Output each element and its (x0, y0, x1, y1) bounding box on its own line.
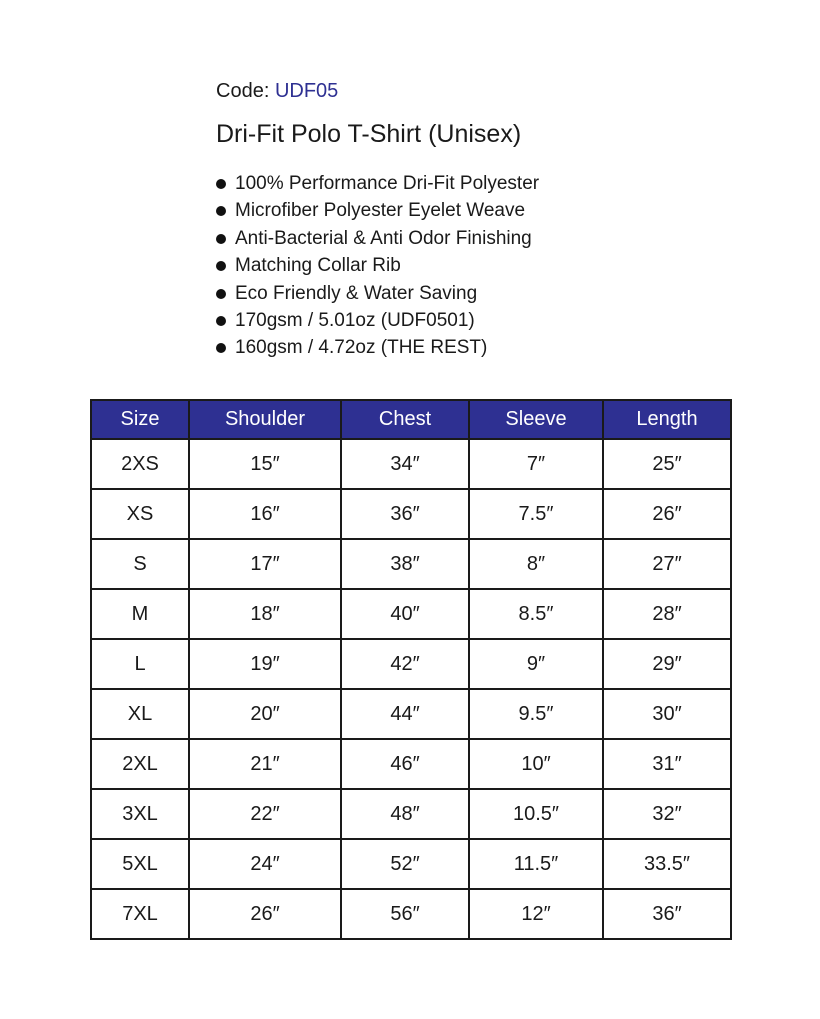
cell-shoulder: 15″ (189, 439, 341, 489)
cell-size: M (91, 589, 189, 639)
bullet-icon (216, 206, 226, 216)
cell-size: XS (91, 489, 189, 539)
bullet-icon (216, 343, 226, 353)
cell-size: 5XL (91, 839, 189, 889)
cell-sleeve: 12″ (469, 889, 603, 939)
table-row (91, 689, 731, 739)
cell-length: 29″ (603, 639, 731, 689)
feature-item (216, 334, 776, 361)
cell-sleeve: 11.5″ (469, 839, 603, 889)
cell-length: 36″ (603, 889, 731, 939)
cell-length: 30″ (603, 689, 731, 739)
cell-shoulder: 19″ (189, 639, 341, 689)
feature-text: 170gsm / 5.01oz (UDF0501) (235, 310, 475, 332)
cell-chest: 44″ (341, 689, 469, 739)
cell-size: L (91, 639, 189, 689)
cell-sleeve: 8″ (469, 539, 603, 589)
feature-text: 160gsm / 4.72oz (THE REST) (235, 337, 488, 359)
table-row (91, 839, 731, 889)
cell-shoulder: 24″ (189, 839, 341, 889)
cell-length: 31″ (603, 739, 731, 789)
cell-chest: 48″ (341, 789, 469, 839)
product-code (216, 78, 776, 104)
cell-length: 28″ (603, 589, 731, 639)
cell-sleeve: 9″ (469, 639, 603, 689)
feature-text: Anti-Bacterial & Anti Odor Finishing (235, 227, 532, 249)
feature-text: Microfiber Polyester Eyelet Weave (235, 200, 526, 222)
table-row (91, 889, 731, 939)
header-sleeve: Sleeve (469, 400, 603, 439)
table-row (91, 739, 731, 789)
cell-chest: 46″ (341, 739, 469, 789)
bullet-icon (216, 179, 226, 189)
header-chest: Chest (341, 400, 469, 439)
bullet-icon (216, 261, 226, 271)
feature-item (216, 197, 776, 224)
cell-size: 2XS (91, 439, 189, 489)
cell-chest: 36″ (341, 489, 469, 539)
table-row (91, 639, 731, 689)
table-row (91, 489, 731, 539)
feature-item (216, 225, 776, 252)
cell-sleeve: 7.5″ (469, 489, 603, 539)
cell-length: 26″ (603, 489, 731, 539)
cell-length: 25″ (603, 439, 731, 489)
cell-chest: 52″ (341, 839, 469, 889)
bullet-icon (216, 316, 226, 326)
cell-chest: 38″ (341, 539, 469, 589)
cell-size: XL (91, 689, 189, 739)
feature-item (216, 280, 776, 307)
table-row (91, 539, 731, 589)
cell-chest: 42″ (341, 639, 469, 689)
cell-length: 33.5″ (603, 839, 731, 889)
code-value: UDF05 (274, 80, 339, 102)
feature-item (216, 252, 776, 279)
cell-length: 32″ (603, 789, 731, 839)
table-row (91, 789, 731, 839)
header-shoulder: Shoulder (189, 400, 341, 439)
table-row (91, 589, 731, 639)
cell-shoulder: 17″ (189, 539, 341, 589)
cell-sleeve: 7″ (469, 439, 603, 489)
feature-text: 100% Performance Dri-Fit Polyester (235, 173, 540, 194)
cell-sleeve: 8.5″ (469, 589, 603, 639)
table-header-row (91, 400, 731, 439)
header-length: Length (603, 400, 731, 439)
product-header (216, 78, 776, 362)
cell-sleeve: 10.5″ (469, 789, 603, 839)
cell-sleeve: 10″ (469, 739, 603, 789)
feature-list (216, 170, 776, 362)
cell-shoulder: 16″ (189, 489, 341, 539)
cell-size: S (91, 539, 189, 589)
cell-shoulder: 26″ (189, 889, 341, 939)
cell-shoulder: 20″ (189, 689, 341, 739)
cell-chest: 56″ (341, 889, 469, 939)
bullet-icon (216, 234, 226, 244)
cell-shoulder: 18″ (189, 589, 341, 639)
feature-text: Matching Collar Rib (235, 255, 401, 277)
cell-sleeve: 9.5″ (469, 689, 603, 739)
cell-length: 27″ (603, 539, 731, 589)
size-chart-table (90, 399, 732, 940)
bullet-icon (216, 289, 226, 299)
code-label: Code: (216, 80, 270, 102)
cell-shoulder: 21″ (189, 739, 341, 789)
header-size: Size (91, 400, 189, 439)
feature-item (216, 170, 776, 197)
cell-size: 7XL (91, 889, 189, 939)
cell-chest: 40″ (341, 589, 469, 639)
table-row (91, 439, 731, 489)
feature-item (216, 307, 776, 334)
product-title: Dri-Fit Polo T-Shirt (Unisex) (216, 120, 522, 148)
cell-chest: 34″ (341, 439, 469, 489)
cell-shoulder: 22″ (189, 789, 341, 839)
feature-text: Eco Friendly & Water Saving (235, 282, 478, 304)
cell-size: 3XL (91, 789, 189, 839)
cell-size: 2XL (91, 739, 189, 789)
